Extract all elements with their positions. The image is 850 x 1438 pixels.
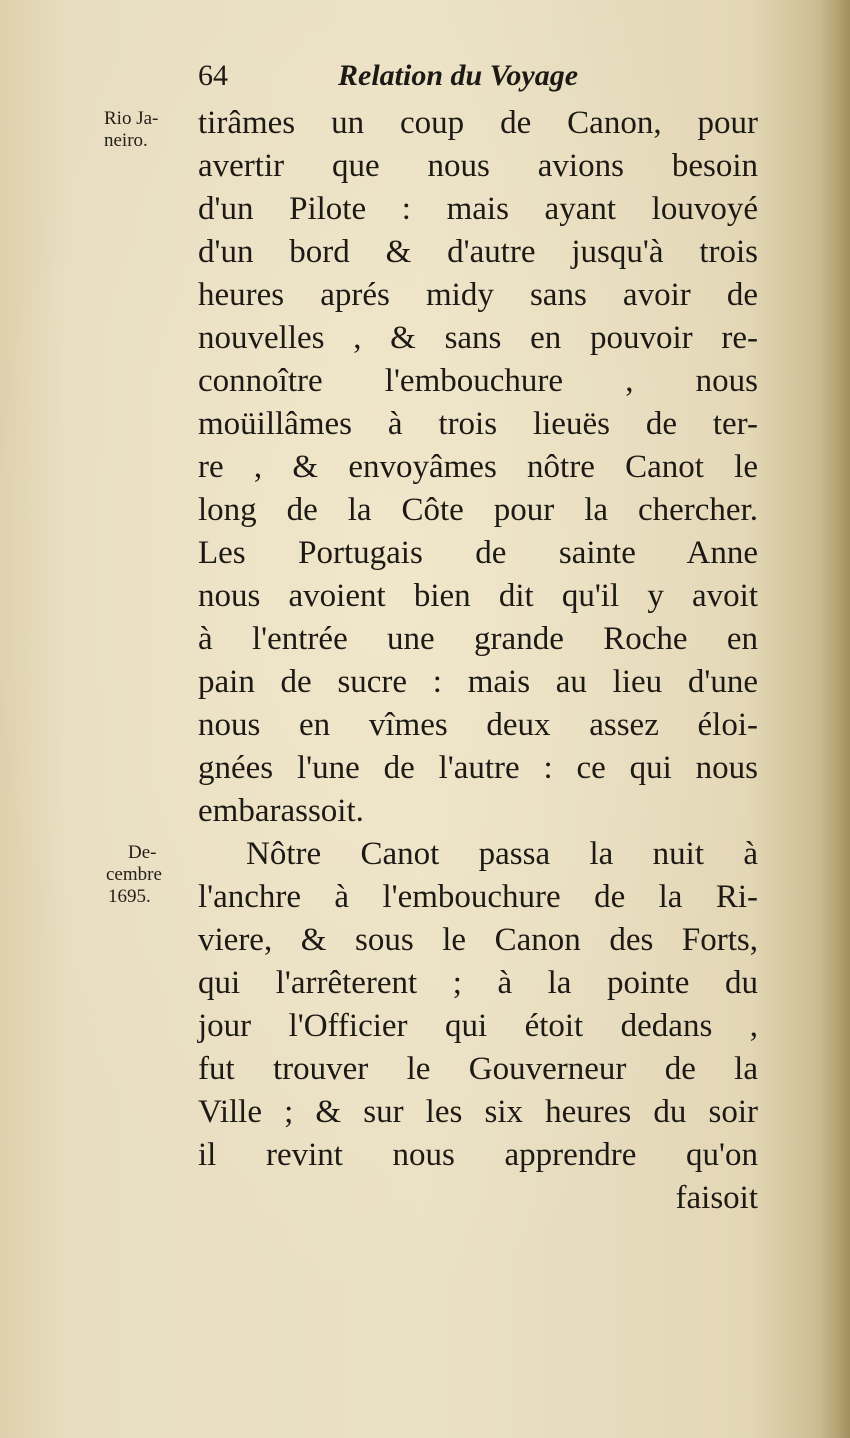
body-text [198, 102, 758, 1220]
text-line: viere, & sous le Canon des Forts, [198, 922, 758, 958]
text-line: il revint nous apprendre qu'on [198, 1137, 758, 1173]
text-line: d'un bord & d'autre jusqu'à trois [198, 234, 758, 270]
text-line: l'anchre à l'embouchure de la Ri- [198, 879, 758, 915]
margin-note-line: 1695. [108, 886, 151, 907]
text-line: long de la Côte pour la chercher. [198, 492, 758, 528]
text-line: Nôtre Canot passa la nuit à [246, 836, 758, 872]
text-line: jour l'Officier qui étoit dedans , [198, 1008, 758, 1044]
text-line: gnées l'une de l'autre : ce qui nous [198, 750, 758, 786]
page-edge-shadow [820, 0, 850, 1438]
catchword: faisoit [675, 1180, 758, 1216]
text-line: qui l'arrêterent ; à la pointe du [198, 965, 758, 1001]
margin-note-line: Rio Ja- [104, 108, 159, 129]
text-line: nous avoient bien dit qu'il y avoit [198, 578, 758, 614]
text-line: tirâmes un coup de Canon, pour [198, 105, 758, 141]
text-line: Ville ; & sur les six heures du soir [198, 1094, 758, 1130]
text-line: d'un Pilote : mais ayant louvoyé [198, 191, 758, 227]
text-line: heures aprés midy sans avoir de [198, 277, 758, 313]
paragraph-1 [198, 102, 758, 833]
running-title: Relation du Voyage [338, 59, 579, 92]
margin-note-date [104, 842, 196, 908]
text-line: fut trouver le Gouverneur de la [198, 1051, 758, 1087]
text-line: nouvelles , & sans en pouvoir re- [198, 320, 758, 356]
page-header [198, 56, 638, 96]
text-line: embarassoit. [198, 793, 364, 829]
text-line: connoître l'embouchure , nous [198, 363, 758, 399]
margin-note-line: cembre [106, 864, 162, 885]
text-line: moüillâmes à trois lieuës de ter- [198, 406, 758, 442]
margin-note-rio [104, 108, 196, 152]
margin-note-line: neiro. [104, 130, 148, 151]
text-line: à l'entrée une grande Roche en [198, 621, 758, 657]
text-line: re , & envoyâmes nôtre Canot le [198, 449, 758, 485]
text-line: Les Portugais de sainte Anne [198, 535, 758, 571]
margin-note-line: De- [128, 842, 157, 863]
text-line: nous en vîmes deux assez éloi- [198, 707, 758, 743]
paragraph-2 [198, 833, 758, 1220]
page-number: 64 [198, 59, 228, 92]
text-line: pain de sucre : mais au lieu d'une [198, 664, 758, 700]
text-line: avertir que nous avions besoin [198, 148, 758, 184]
